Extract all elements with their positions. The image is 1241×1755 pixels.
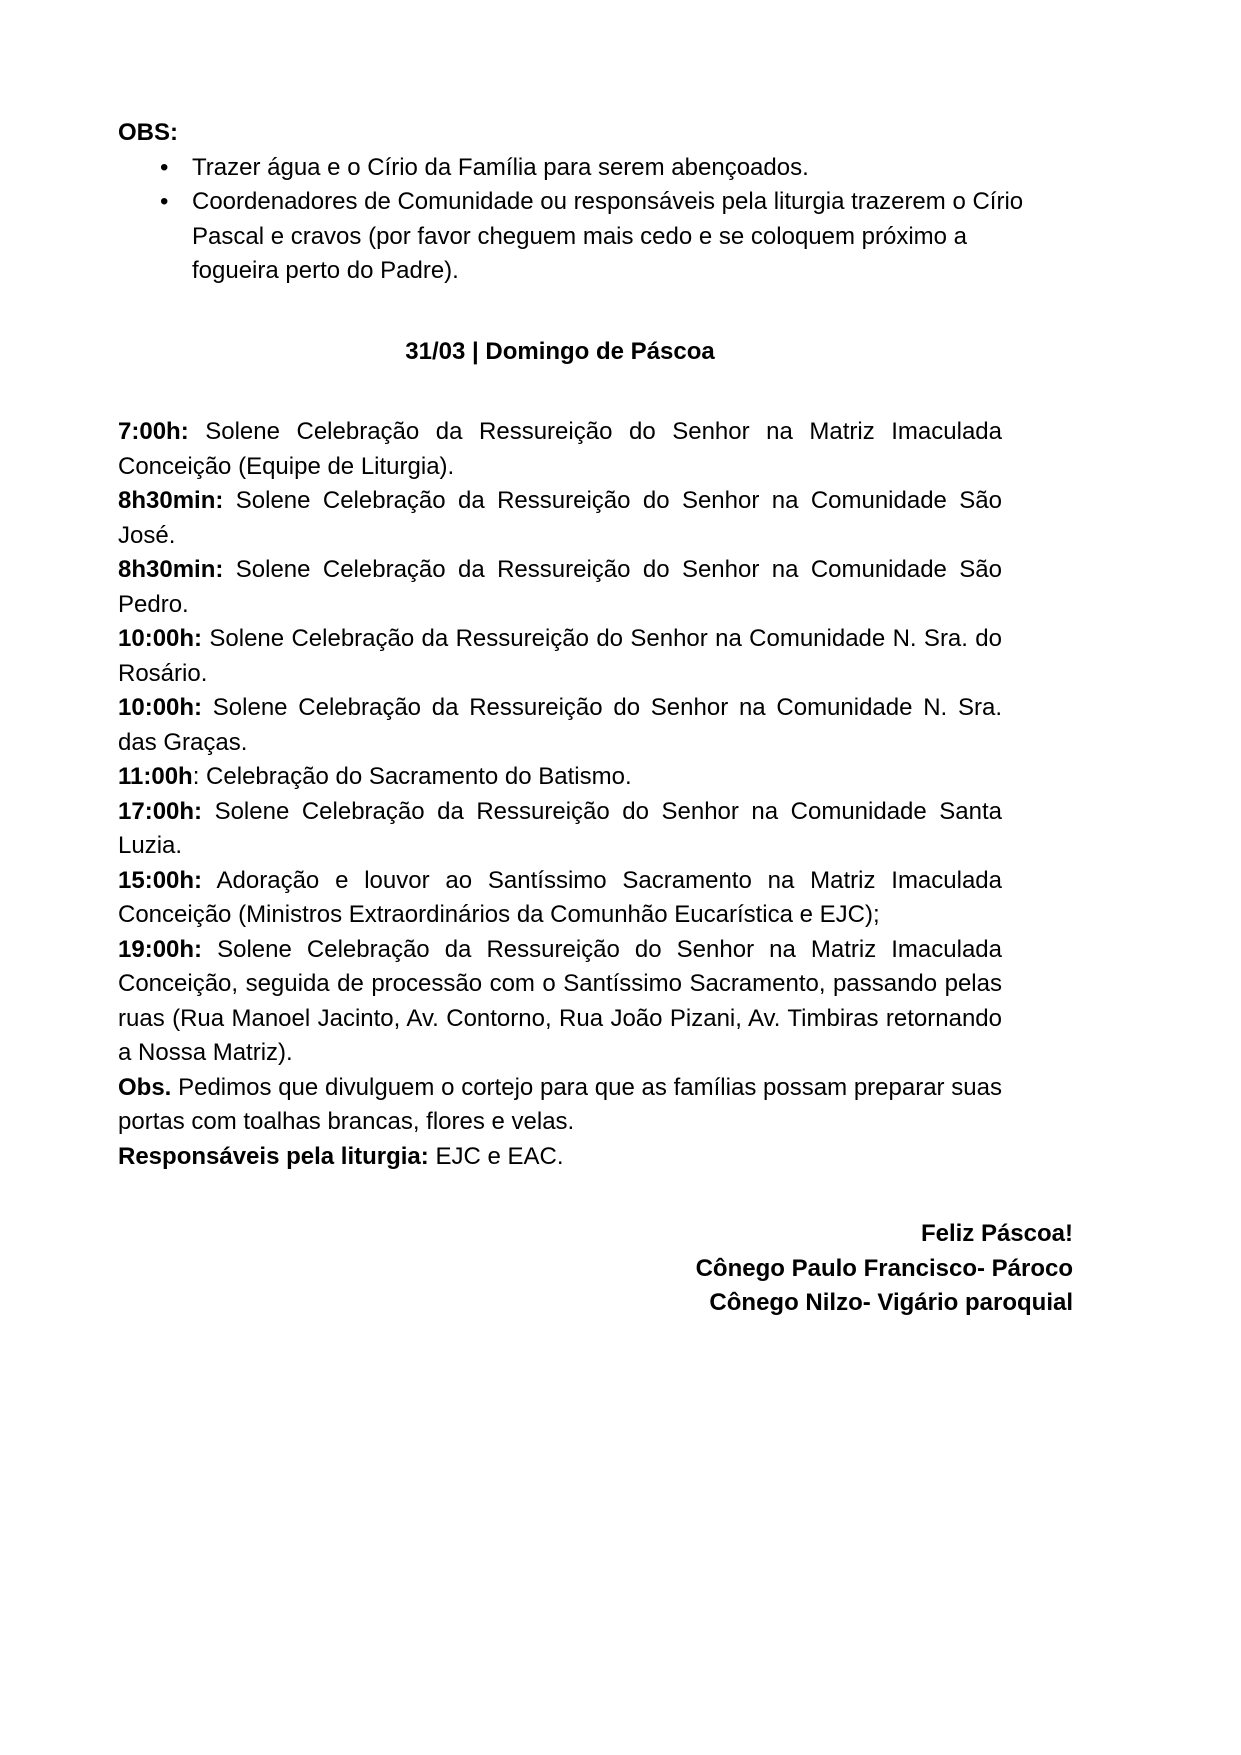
schedule-entry bbox=[118, 933, 1002, 1071]
section-title: 31/03 | Domingo de Páscoa bbox=[405, 338, 715, 365]
schedule-entry bbox=[118, 691, 1002, 760]
entry-text: Solene Celebração da Ressureição do Senhor na Matriz Imaculada Conceição, seguida de processão com o Santíssimo Sacramento, passando pelas ruas (Rua Manoel Jacinto, Av. Contorno, Rua João Pizani, Av. Timbiras retornando a Nossa Matriz). bbox=[118, 935, 1002, 1066]
signature-block bbox=[696, 1217, 1073, 1321]
schedule-entry bbox=[118, 622, 1002, 691]
entry-time: 10:00h: bbox=[118, 625, 203, 652]
obs-bullet-text: Trazer água e o Círio da Família para serem abençoados. bbox=[192, 153, 809, 181]
obs-bullet-item bbox=[118, 151, 1032, 186]
schedule-list bbox=[118, 415, 1002, 1174]
obs-heading: OBS: bbox=[118, 119, 178, 146]
schedule-entry bbox=[118, 864, 1002, 933]
schedule-entry bbox=[118, 795, 1002, 864]
signature-line-paroco: Cônego Paulo Francisco- Pároco bbox=[695, 1254, 1073, 1282]
obs-note bbox=[118, 1071, 1002, 1140]
entry-time: 15:00h: bbox=[118, 866, 203, 894]
responsible-text: EJC e EAC. bbox=[428, 1142, 564, 1170]
entry-time: 8h30min: bbox=[118, 487, 224, 514]
bullet-icon: • bbox=[160, 188, 169, 215]
entry-text: Solene Celebração da Ressureição do Senhor na Comunidade São Pedro. bbox=[118, 556, 1002, 618]
obs-bullet-list bbox=[118, 151, 1024, 289]
entry-time: 8h30min: bbox=[118, 556, 224, 583]
entry-time: 11:00h bbox=[118, 763, 193, 790]
entry-text: Solene Celebração da Ressureição do Senhor na Comunidade N. Sra. das Graças. bbox=[118, 694, 1002, 756]
entry-text: Adoração e louvor ao Santíssimo Sacramento na Matriz Imaculada Conceição (Ministros Extraordinários da Comunhão Eucarística e EJC); bbox=[118, 866, 1002, 928]
schedule-entry bbox=[118, 760, 1002, 795]
entry-time: 19:00h: bbox=[118, 935, 203, 963]
entry-time: 10:00h: bbox=[118, 694, 203, 721]
obs-bullet-item bbox=[118, 185, 1032, 289]
entry-text: Solene Celebração da Ressureição do Senhor na Comunidade São José. bbox=[118, 487, 1002, 549]
entry-time: 7:00h: bbox=[118, 418, 189, 445]
entry-text: : Celebração do Sacramento do Batismo. bbox=[192, 763, 632, 790]
signature-line-vigario: Cônego Nilzo- Vigário paroquial bbox=[709, 1289, 1073, 1316]
obs-note-text: Pedimos que divulguem o cortejo para que as famílias possam preparar suas portas com toalhas brancas, flores e velas. bbox=[118, 1073, 1002, 1135]
greeting: Feliz Páscoa! bbox=[920, 1220, 1073, 1247]
responsible-note bbox=[118, 1140, 1002, 1175]
schedule-entry bbox=[118, 415, 1002, 484]
entry-text: Solene Celebração da Ressureição do Senhor na Comunidade N. Sra. do Rosário. bbox=[118, 625, 1002, 687]
responsible-label: Responsáveis pela liturgia: bbox=[118, 1142, 429, 1170]
obs-bullet-text: Coordenadores de Comunidade ou responsáveis pela liturgia trazerem o Círio Pascal e cravos (por favor cheguem mais cedo e se coloquem próximo a fogueira perto do Padre). bbox=[192, 188, 1024, 284]
entry-time: 17:00h: bbox=[118, 797, 203, 825]
schedule-entry bbox=[118, 553, 1002, 622]
schedule-entry bbox=[118, 484, 1002, 553]
entry-text: Solene Celebração da Ressureição do Senhor na Comunidade Santa Luzia. bbox=[118, 797, 1002, 859]
obs-note-label: Obs. bbox=[118, 1073, 172, 1101]
bullet-icon: • bbox=[160, 153, 169, 181]
obs-section bbox=[118, 116, 1024, 289]
entry-text: Solene Celebração da Ressureição do Senhor na Matriz Imaculada Conceição (Equipe de Liturgia). bbox=[118, 418, 1002, 480]
